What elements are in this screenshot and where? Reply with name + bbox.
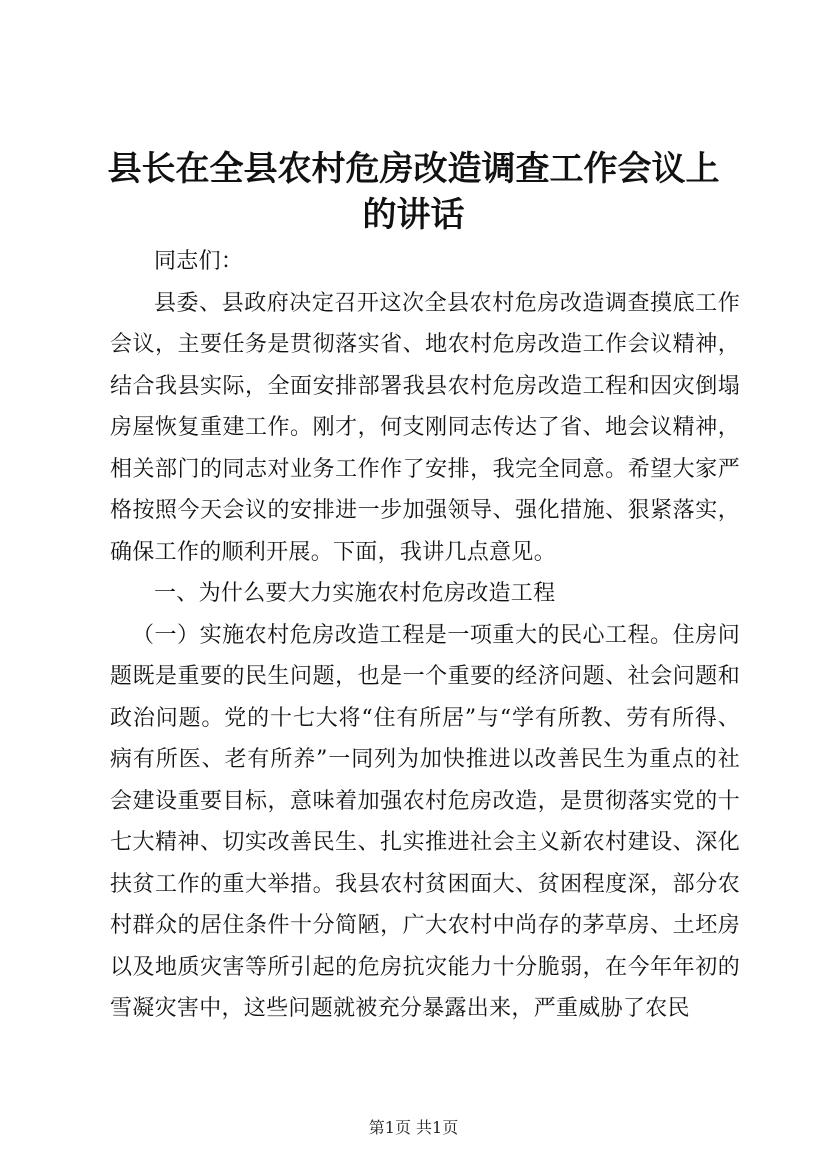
salutation: 同志们：	[154, 249, 244, 274]
section-heading-1: 一、为什么要大力实施农村危房改造工程	[154, 581, 556, 606]
paragraph-intro: 县委、县政府决定召开这次全县农村危房改造调查摸底工作会议，主要任务是贯彻落实省、地农村危房改造工作会议精神，结合我县实际，全面安排部署我县农村危房改造工程和因灾倒塌房屋恢复重建工作。刚才，何支刚同志传达了省、地会议精神，相关部门的同志对业务工作作了安排，我完全同意。希望大家严格按照今天会议的安排进一步加强领导、强化措施、狠紧落实，确保工作的顺利开展。下面，我讲几点意见。	[110, 290, 740, 565]
document-body	[110, 241, 740, 1030]
page-footer: 第1页 共1页	[368, 1118, 459, 1137]
paragraph-section-1-1: （一）实施农村危房改造工程是一项重大的民心工程。住房问题既是重要的民生问题，也是一个重要的经济问题、社会问题和政治问题。党的十七大将“住有所居”与“学有所教、劳有所得、病有所医、老有所养”一同列为加快推进以改善民生为重点的社会建设重要目标，意味着加强农村危房改造，是贯彻落实党的十七大精神、切实改善民生、扎实推进社会主义新农村建设、深化扶贫工作的重大举措。我县农村贫困面大、贫困程度深，部分农村群众的居住条件十分简陋，广大农村中尚存的茅草房、土坯房以及地质灾害等所引起的危房抗灾能力十分脆弱，在今年年初的雪凝灾害中，这些问题就被充分暴露出来，严重威胁了农民	[110, 622, 740, 1021]
document-title: 县长在全县农村危房改造调查工作会议上的讲话	[107, 149, 720, 235]
